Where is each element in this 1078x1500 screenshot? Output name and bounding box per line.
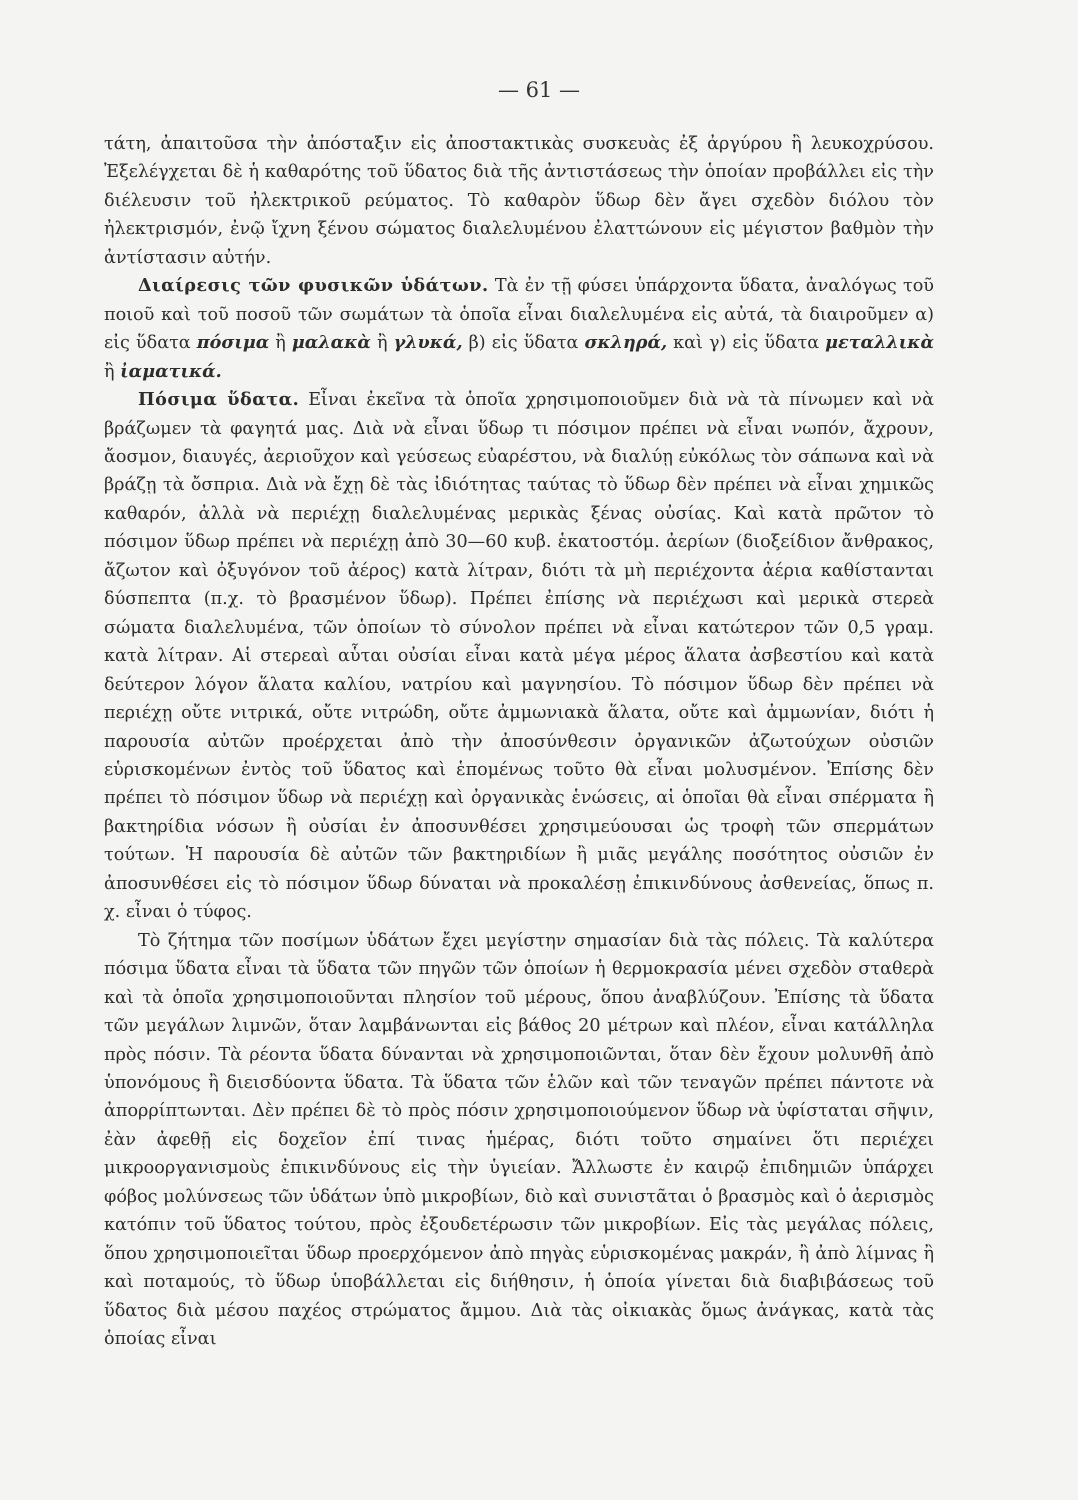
text-run: Τὰ ἐν τῇ φύσει ὑπάρχοντα ὕδατα, ἀναλόγως τοῦ ποιοῦ καὶ τοῦ ποσοῦ τῶν σωμάτων τὰ ὁποῖα εἶναι διαλελυμένα εἰς αὐτά, τὰ διαιροῦμεν α) εἰς ὕδατα: [104, 276, 934, 354]
text-run: ἢ: [104, 361, 121, 382]
term-soft: μαλακὰ: [291, 332, 371, 354]
paragraph-4: Τὸ ζήτημα τῶν ποσίμων ὑδάτων ἔχει μεγίστην σημασίαν διὰ τὰς πόλεις. Τὰ καλύτερα πόσιμα ὕδατα εἶναι τὰ ὕδατα τῶν πηγῶν τῶν ὁποίων ἡ θερμοκρασία μένει σχεδὸν σταθερὰ καὶ τὰ ὁποῖα χρησιμοποιοῦνται πλησίον τοῦ μέρους, ὅπου ἀναβλύζουν. Ἐπίσης τὰ ὕδατα τῶν μεγάλων λιμνῶν, ὅταν λαμβάνωνται εἰς βάθος 20 μέτρων καὶ πλέον, εἶναι κατάλληλα πρὸς πόσιν. Τὰ ρέοντα ὕδατα δύνανται νὰ χρησιμοποιῶνται, ὅταν δὲν ἔχουν μολυνθῆ ἀπὸ ὑπονόμους ἢ διεισδύοντα ὕδατα. Τὰ ὕδατα τῶν ἑλῶν καὶ τῶν τεναγῶν πρέπει πάντοτε νὰ ἀπορρίπτωνται. Δὲν πρέπει δὲ τὸ πρὸς πόσιν χρησιμοποιούμενον ὕδωρ νὰ ὑφίσταται σῆψιν, ἐὰν ἀφεθῇ εἰς δοχεῖον ἐπί τινας ἡμέρας, διότι τοῦτο σημαίνει ὅτι περιέχει μικροοργανισμοὺς ἐπικινδύνους εἰς τὴν ὑγιείαν. Ἄλλωστε ἐν καιρῷ ἐπιδημιῶν ὑπάρχει φόβος μολύνσεως τῶν ὑδάτων ὑπὸ μικροβίων, διὸ καὶ συνιστᾶται ὁ βρασμὸς καὶ ὁ ἀερισμὸς κατόπιν τοῦ ὕδατος τούτου, πρὸς ἐξουδετέρωσιν τῶν μικροβίων. Εἰς τὰς μεγάλας πόλεις, ὅπου χρησιμοποιεῖται ὕδωρ προερχόμενον ἀπὸ πηγὰς εὑρισκομένας μακράν, ἢ ἀπὸ λίμνας ἢ καὶ ποταμούς, τὸ ὕδωρ ὑποβάλλεται εἰς διήθησιν, ἡ ὁποία γίνεται διὰ διαβιβάσεως τοῦ ὕδατος διὰ μέσου παχέος στρώματος ἄμμου. Διὰ τὰς οἰκιακὰς ὅμως ἀνάγκας, κατὰ τὰς ὁποίας εἶναι: [104, 930, 934, 1350]
body-text: [104, 130, 934, 1353]
section-heading-division: Διαίρεσις τῶν φυσικῶν ὑδάτων.: [138, 275, 489, 297]
text-run: ἢ: [370, 333, 394, 354]
paragraph-2: [104, 272, 934, 386]
section-heading-potable-waters: Πόσιμα ὕδατα.: [138, 389, 300, 411]
term-mineral: μεταλλικὰ: [825, 332, 935, 354]
term-potable: πόσιμα: [196, 332, 270, 354]
paragraph-3: [104, 386, 934, 927]
term-sweet: γλυκά,: [393, 332, 463, 354]
text-run: β) εἰς ὕδατα: [462, 333, 585, 354]
term-hard: σκληρά,: [584, 332, 668, 354]
term-medicinal: ἰαματικά.: [120, 360, 222, 382]
text-run: Εἶναι ἐκεῖνα τὰ ὁποῖα χρησιμοποιοῦμεν διὰ νὰ τὰ πίνωμεν καὶ νὰ βράζωμεν τὰ φαγητά μας. Διὰ νὰ εἶναι ὕδωρ τι πόσιμον πρέπει νὰ εἶναι νωπόν, ἄχρουν, ἄοσμον, διαυγές, ἀεριοῦχον καὶ γεύσεως εὐαρέστου, νὰ διαλύῃ εὐκόλως τὸν σάπωνα καὶ νὰ βράζῃ τὰ ὄσπρια. Διὰ νὰ ἔχῃ δὲ τὰς ἰδιότητας ταύτας τὸ ὕδωρ δὲν πρέπει νὰ εἶναι χημικῶς καθαρόν, ἀλλὰ νὰ περιέχῃ διαλελυμένας μερικὰς ξένας οὐσίας. Καὶ κατὰ πρῶτον τὸ πόσιμον ὕδωρ πρέπει νὰ περιέχῃ ἀπὸ 30—60 κυβ. ἑκατοστόμ. ἀερίων (διοξείδιον ἄνθρακος, ἄζωτον καὶ ὀξυγόνον τοῦ ἀέρος) κατὰ λίτραν, διότι τὰ μὴ περιέχοντα ἀέρια καθίστανται δύσπεπτα (π.χ. τὸ βρασμένον ὕδωρ). Πρέπει ἐπίσης νὰ περιέχωσι καὶ μερικὰ στερεὰ σώματα διαλελυμένα, τῶν ὁποίων τὸ σύνολον πρέπει νὰ εἶναι κατώτερον τῶν 0,5 γραμ. κατὰ λίτραν. Αἱ στερεαὶ αὗται οὐσίαι εἶναι κατὰ μέγα μέρος ἅλατα ἀσβεστίου καὶ κατὰ δεύτερον λόγον ἅλατα καλίου, νατρίου καὶ μαγνησίου. Τὸ πόσιμον ὕδωρ δὲν πρέπει νὰ περιέχῃ οὔτε νιτρικά, οὔτε νιτρώδη, οὔτε ἀμμωνιακὰ ἅλατα, οὔτε καὶ ἀμμωνίαν, διότι ἡ παρουσία αὐτῶν προέρχεται ἀπὸ τὴν ἀποσύνθεσιν ὀργανικῶν ἀζωτούχων οὐσιῶν εὑρισκομένων ἐντὸς τοῦ ὕδατος καὶ ἑπομένως τοῦτο θὰ εἶναι μολυσμένον. Ἐπίσης δὲν πρέπει τὸ πόσιμον ὕδωρ νὰ περιέχῃ καὶ ὀργανικὰς ἑνώσεις, αἱ ὁποῖαι θὰ εἶναι σπέρματα ἢ βακτηρίδια νόσων ἢ οὐσίαι ἐν ἀποσυνθέσει χρησιμεύουσαι ὡς τροφὴ τῶν σπερμάτων τούτων. Ἡ παρουσία δὲ αὐτῶν τῶν βακτηριδίων ἢ μιᾶς μεγάλης ποσότητος οὐσιῶν ἐν ἀποσυνθέσει εἰς τὸ πόσιμον ὕδωρ δύναται νὰ προκαλέσῃ ἐπικινδύνους ἀσθενείας, ὅπως π. χ. εἶναι ὁ τύφος.: [104, 390, 934, 923]
text-run: καὶ γ) εἰς ὕδατα: [667, 333, 826, 354]
page-number: — 61 —: [497, 78, 581, 102]
paragraph-1: τάτη, ἀπαιτοῦσα τὴν ἀπόσταξιν εἰς ἀποστακτικὰς συσκευὰς ἐξ ἀργύρου ἢ λευκοχρύσου. Ἐξελέγχεται δὲ ἡ καθαρότης τοῦ ὕδατος διὰ τῆς ἀντιστάσεως τὴν ὁποίαν προβάλλει εἰς τὴν διέλευσιν τοῦ ἠλεκτρικοῦ ρεύματος. Τὸ καθαρὸν ὕδωρ δὲν ἄγει σχεδὸν διόλου τὸν ἠλεκτρισμόν, ἐνῷ ἴχνη ξένου σώματος διαλελυμένου ἐλαττώνουν εἰς μέγιστον βαθμὸν τὴν ἀντίστασιν αὐτήν.: [104, 134, 934, 268]
text-run: ἢ: [269, 333, 292, 354]
